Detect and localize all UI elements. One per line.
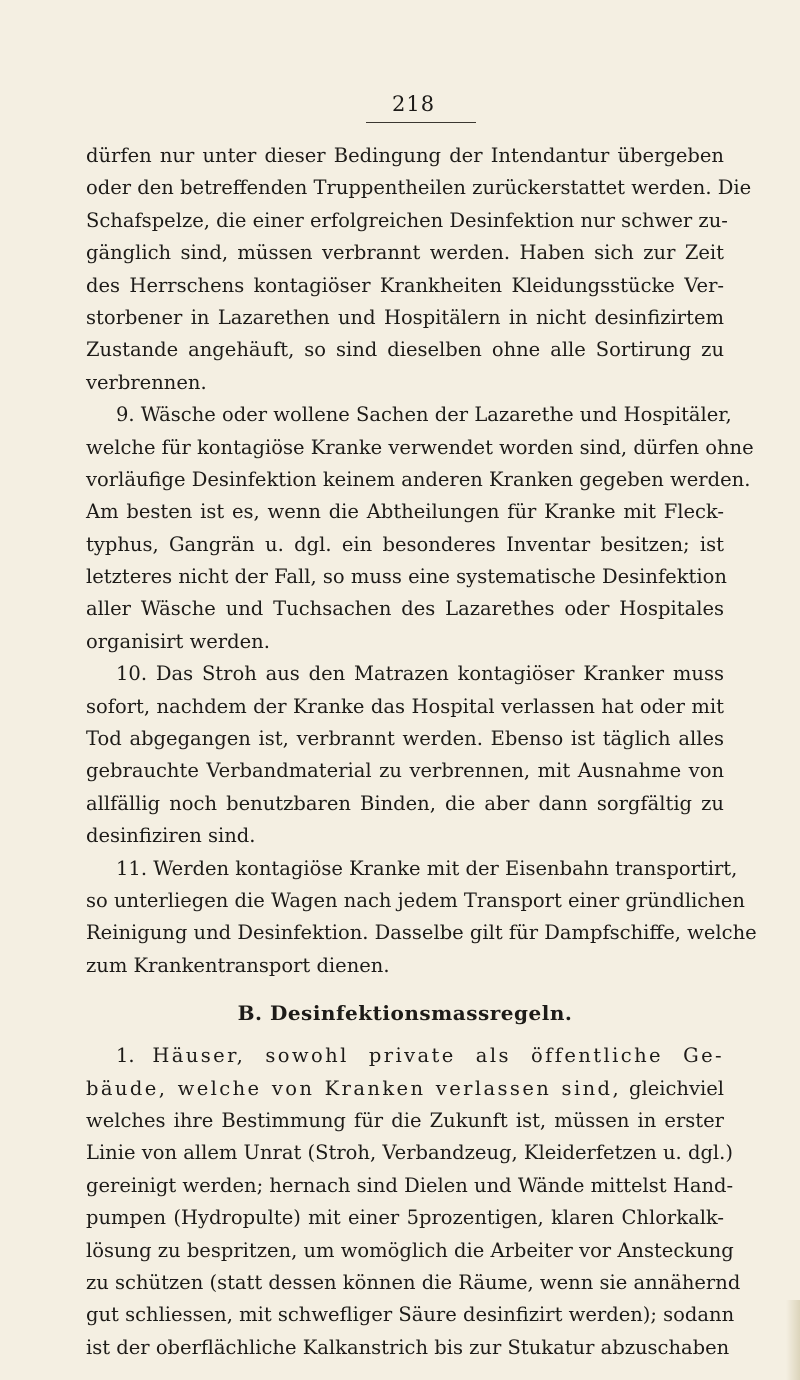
text-line: Reinigung und Desinfektion. Dasselbe gilt für Dampfschiffe, welche (86, 921, 757, 945)
text-line: gebrauchte Verbandmaterial zu verbrennen, mit Ausnahme von (86, 759, 724, 783)
paragraph-b1 (86, 1040, 741, 1364)
page-body (86, 140, 757, 1364)
normal-text: gleichviel (628, 1076, 724, 1100)
text-line: desinfiziren sind. (86, 824, 256, 848)
text-line: Zustande angehäuft, so sind dieselben ohne alle Sortirung zu (86, 338, 724, 362)
paragraph-9 (86, 399, 754, 658)
paragraph-10 (86, 658, 724, 852)
text-line: letzteres nicht der Fall, so muss eine systematische Desinfektion (86, 565, 727, 589)
text-line: gänglich sind, müssen verbrannt werden. Haben sich zur Zeit (86, 241, 724, 265)
page-number-rule (366, 122, 476, 123)
text-line: welche für kontagiöse Kranke verwendet worden sind, dürfen ohne (86, 435, 754, 459)
text-line: lösung zu bespritzen, um womöglich die Arbeiter vor Ansteckung (86, 1238, 734, 1262)
text-line: zum Krankentransport dienen. (86, 953, 390, 977)
text-line: verbrennen. (86, 370, 207, 394)
text-line: 9. Wäsche oder wollene Sachen der Lazarethe und Hospitäler, (116, 403, 732, 427)
text-line: pumpen (Hydropulte) mit einer 5prozentigen, klaren Chlorkalk- (86, 1206, 724, 1230)
text-line: Am besten ist es, wenn die Abtheilungen für Kranke mit Fleck- (86, 500, 724, 524)
text-line: typhus, Gangrän u. dgl. ein besonderes Inventar besitzen; ist (86, 532, 724, 556)
text-line: vorläufige Desinfektion keinem anderen Kranken gegeben werden. (86, 467, 751, 491)
paragraph-11 (86, 853, 757, 983)
text-line: dürfen nur unter dieser Bedingung der Intendantur übergeben (86, 144, 724, 167)
text-line: 10. Das Stroh aus den Matrazen kontagiöser Kranker muss (116, 662, 724, 686)
text-line: ist der oberflächliche Kalkanstrich bis zur Stukatur abzuschaben (86, 1335, 730, 1359)
spaced-text: bäude, welche von Kranken verlassen sind, (86, 1076, 622, 1100)
text-line: gereinigt werden; hernach sind Dielen und Wände mittelst Hand- (86, 1173, 734, 1197)
text-line: Schafspelze, die einer erfolgreichen Desinfektion nur schwer zu- (86, 208, 728, 232)
page-number: 218 (392, 92, 436, 116)
text-line (86, 1040, 724, 1072)
text-line: welches ihre Bestimmung für die Zukunft ist, müssen in erster (86, 1108, 724, 1132)
paper-edge-stain (786, 1300, 800, 1380)
text-line: Tod abgegangen ist, verbrannt werden. Ebenso ist täglich alles (86, 727, 724, 751)
text-line: oder den betreffenden Truppentheilen zurückerstattet werden. Die (86, 176, 752, 200)
text-line: aller Wäsche und Tuchsachen des Lazarethes oder Hospitales (86, 597, 724, 621)
text-line: des Herrschens kontagiöser Krankheiten Kleidungsstücke Ver- (86, 273, 724, 297)
text-line: organisirt werden. (86, 629, 270, 653)
spaced-text: Häuser, sowohl private als öffentliche Ge- (152, 1044, 724, 1068)
text-line: storbener in Lazarethen und Hospitälern in nicht desinfizirtem (86, 305, 724, 329)
text-line: 11. Werden kontagiöse Kranke mit der Eisenbahn transportirt, (116, 856, 738, 880)
item-number: 1. (116, 1044, 135, 1068)
text-line: gut schliessen, mit schwefliger Säure desinfizirt werden); sodann (86, 1303, 735, 1327)
text-line: Linie von allem Unrat (Stroh, Verbandzeug, Kleiderfetzen u. dgl.) (86, 1141, 733, 1165)
paragraph-continuation (86, 140, 752, 399)
text-line: sofort, nachdem der Kranke das Hospital verlassen hat oder mit (86, 694, 724, 718)
text-line: zu schützen (statt dessen können die Räume, wenn sie annähernd (86, 1270, 741, 1294)
text-line (86, 1073, 724, 1105)
section-heading: B. Desinfektionsmassregeln. (237, 1001, 573, 1026)
text-line: allfällig noch benutzbaren Binden, die aber dann sorgfältig zu (86, 791, 724, 815)
text-line: so unterliegen die Wagen nach jedem Transport einer gründlichen (86, 888, 745, 912)
